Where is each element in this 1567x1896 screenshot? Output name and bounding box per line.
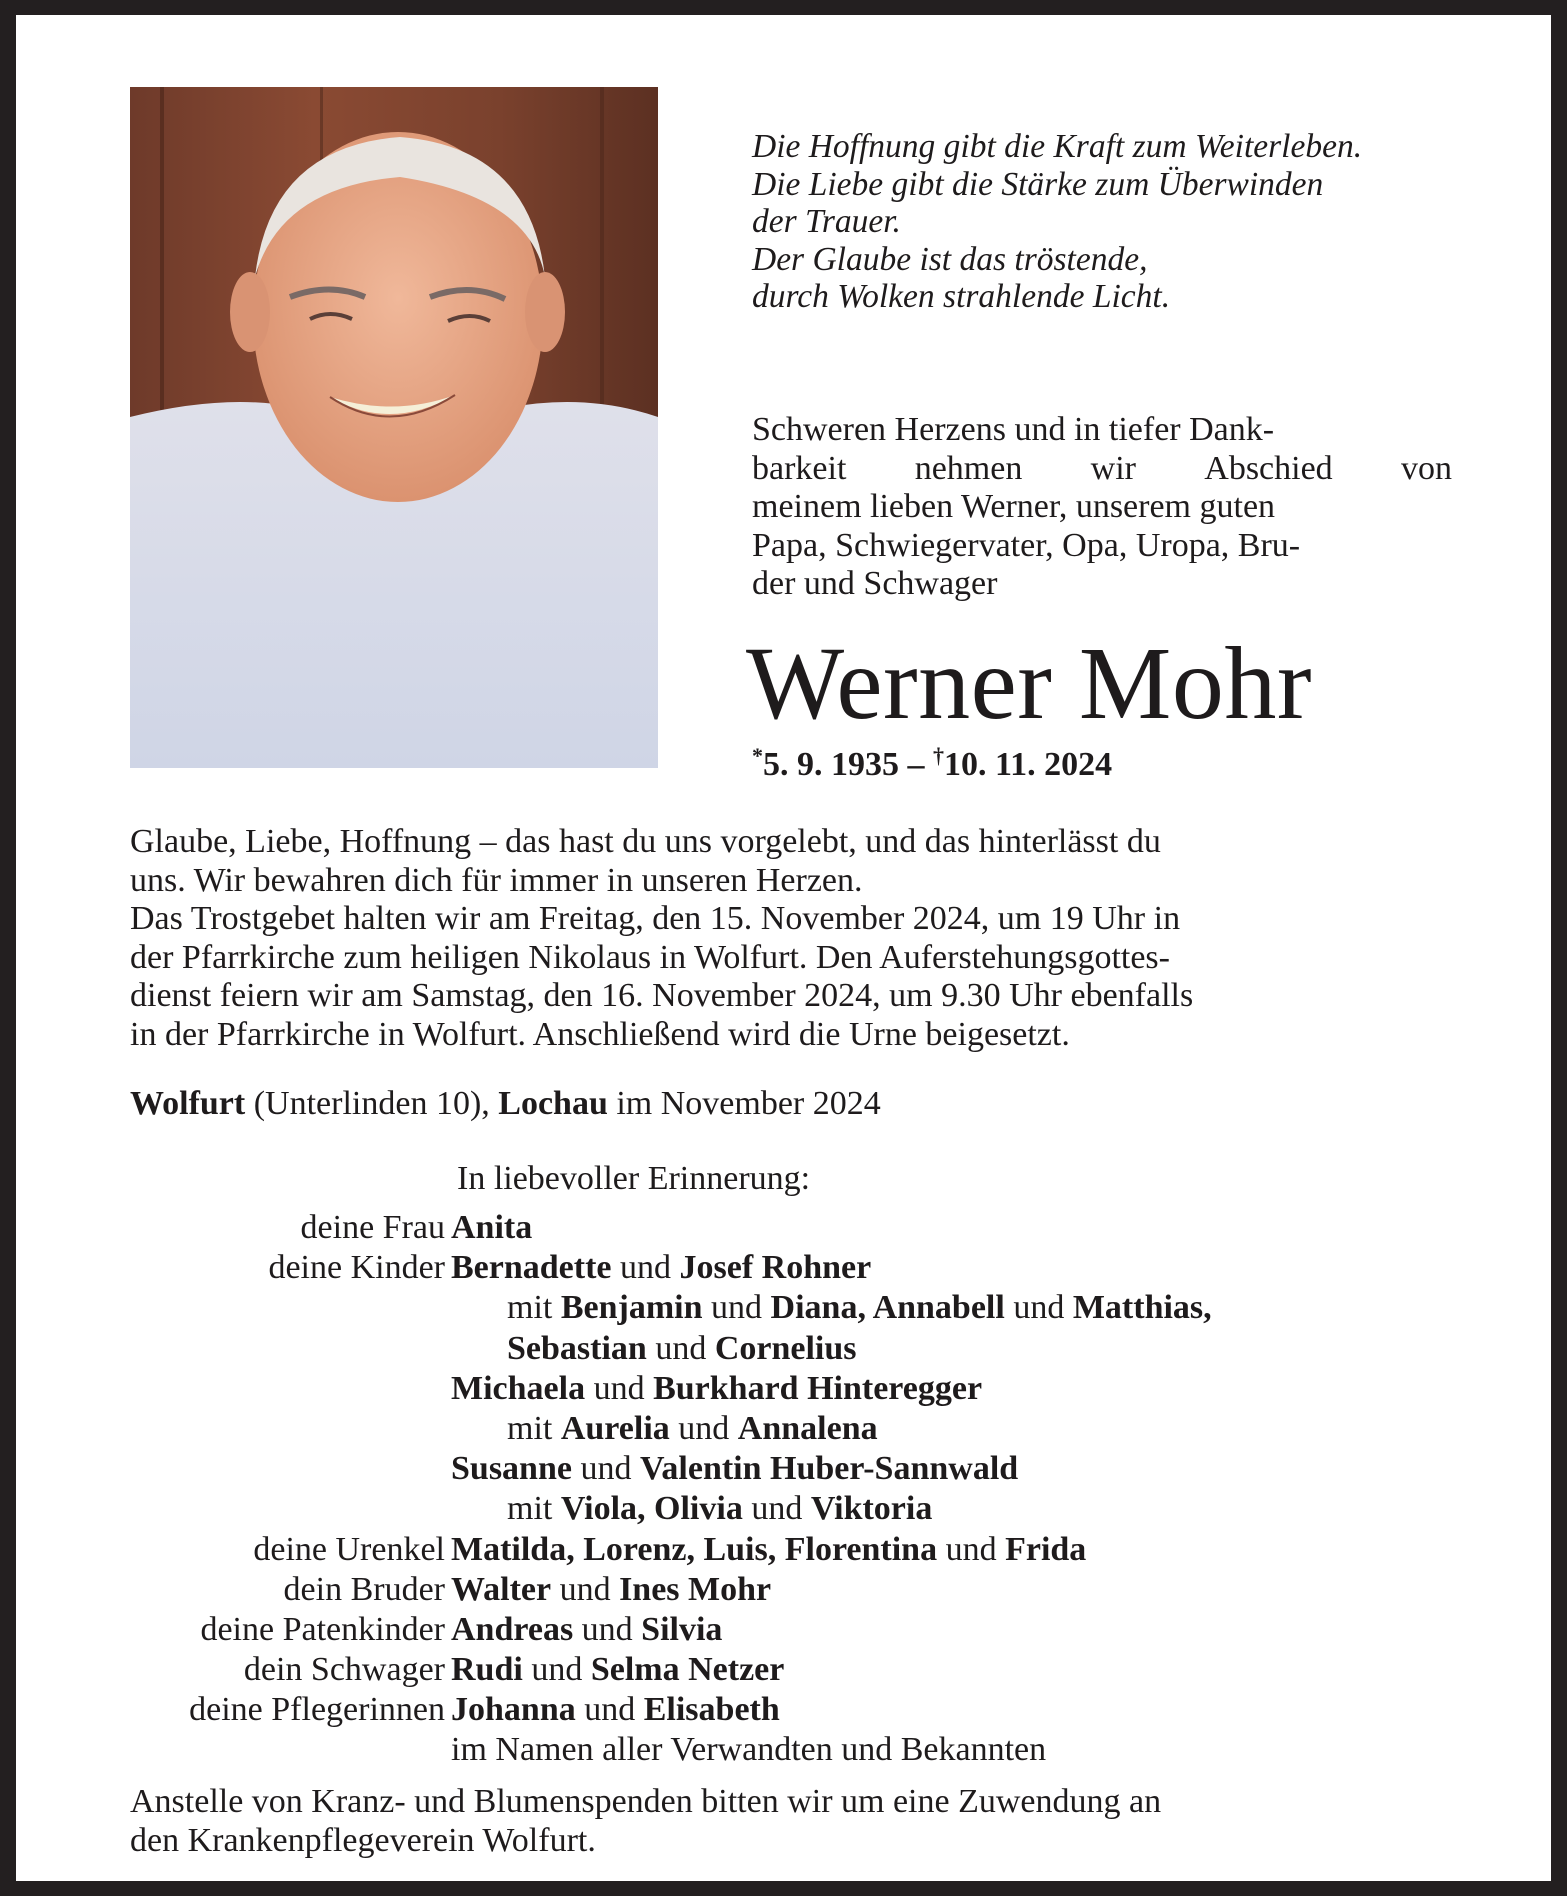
mourner-name: Matthias, bbox=[1072, 1289, 1212, 1327]
death-cross-icon: † bbox=[933, 743, 944, 768]
mourner-name: Anita bbox=[451, 1209, 533, 1246]
intro-line: meinem lieben Werner, unserem guten bbox=[752, 488, 1276, 526]
body-line: Das Trostgebet halten wir am Freitag, den 15. November 2024, um 19 Uhr in bbox=[130, 900, 1181, 938]
motto-line: Die Liebe gibt die Stärke zum Überwinden bbox=[752, 165, 1324, 203]
portrait-photo bbox=[130, 87, 658, 768]
life-dates bbox=[752, 743, 1112, 784]
intro-line: Schweren Herzens und in tiefer Dank- bbox=[752, 411, 1275, 448]
mourner-name: Johanna bbox=[451, 1691, 576, 1729]
conjunction: und bbox=[581, 1610, 633, 1648]
conjunction: und bbox=[580, 1450, 632, 1488]
deceased-name: Werner Mohr bbox=[746, 626, 1313, 741]
relation-label: deine Patenkinder bbox=[200, 1610, 445, 1648]
conjunction: und bbox=[1013, 1289, 1065, 1327]
mourner-name: Michaela bbox=[451, 1369, 586, 1407]
mourner-name: Burkhard Hinteregger bbox=[653, 1369, 983, 1407]
mourner-name: Silvia bbox=[641, 1610, 723, 1648]
mourner-name: Susanne bbox=[451, 1450, 572, 1488]
address: (Unterlinden 10), bbox=[245, 1085, 499, 1122]
death-date: 10. 11. 2024 bbox=[944, 746, 1113, 783]
mourner-name: Josef Rohner bbox=[679, 1249, 872, 1287]
relation-label: dein Bruder bbox=[283, 1570, 445, 1608]
intro-word: barkeit bbox=[752, 449, 847, 487]
conjunction: mit bbox=[507, 1409, 553, 1447]
conjunction: mit bbox=[507, 1490, 553, 1528]
mourner-row-children bbox=[16, 1449, 1551, 1489]
motto-line: durch Wolken strahlende Licht. bbox=[752, 278, 1171, 315]
body-line: der Pfarrkirche zum heiligen Nikolaus in Wolfurt. Den Auferstehungsgottes- bbox=[130, 938, 1170, 976]
birth-star-icon: * bbox=[752, 743, 763, 768]
month-year: im November 2024 bbox=[607, 1085, 881, 1122]
conjunction: und bbox=[751, 1490, 803, 1528]
mourner-row-grandchildren bbox=[16, 1409, 1551, 1449]
mourner-name: Diana, Annabell bbox=[770, 1289, 1005, 1327]
mourner-row-brother-in-law bbox=[16, 1650, 1551, 1690]
intro-word: von bbox=[1400, 449, 1452, 487]
town-wolfurt: Wolfurt bbox=[130, 1085, 246, 1122]
mourner-row-brother bbox=[16, 1570, 1551, 1610]
mourner-row-wife bbox=[16, 1208, 1551, 1248]
mourner-name: Sebastian bbox=[507, 1329, 647, 1367]
body-line: Glaube, Liebe, Hoffnung – das hast du uns vorgelebt, und das hinterlässt du bbox=[130, 823, 1161, 860]
intro-word: nehmen bbox=[914, 449, 1023, 487]
donation-note bbox=[130, 1783, 1161, 1860]
mourner-row-children bbox=[16, 1248, 1551, 1288]
conjunction: und bbox=[593, 1369, 645, 1407]
intro-word: Abschied bbox=[1204, 449, 1333, 487]
mourner-row-grandchildren bbox=[16, 1288, 1551, 1328]
mourner-name: Aurelia bbox=[560, 1409, 670, 1447]
town-lochau: Lochau bbox=[498, 1085, 608, 1122]
mourner-name: Viola, Olivia bbox=[560, 1490, 743, 1528]
motto-line: Die Hoffnung gibt die Kraft zum Weiterleben. bbox=[752, 128, 1363, 165]
intro-word: wir bbox=[1090, 449, 1136, 487]
conjunction: und bbox=[620, 1249, 672, 1287]
conjunction: und bbox=[531, 1651, 583, 1689]
body-line: dienst feiern wir am Samstag, den 16. November 2024, um 9.30 Uhr ebenfalls bbox=[130, 977, 1194, 1015]
mourner-row-children bbox=[16, 1369, 1551, 1409]
mourner-name: Cornelius bbox=[714, 1329, 857, 1367]
mourner-name: Annalena bbox=[737, 1409, 878, 1447]
mourner-name: Rudi bbox=[451, 1651, 523, 1689]
place-and-date bbox=[130, 1085, 881, 1123]
service-details bbox=[130, 823, 1470, 1055]
relation-label: deine Frau bbox=[300, 1209, 445, 1246]
conjunction: und bbox=[945, 1530, 997, 1568]
conjunction: mit bbox=[507, 1289, 553, 1327]
conjunction: und bbox=[711, 1289, 763, 1327]
relation-label: dein Schwager bbox=[243, 1651, 445, 1689]
mourner-row-caregivers bbox=[16, 1690, 1551, 1730]
relation-label: deine Pflegerinnen bbox=[189, 1691, 445, 1729]
mourner-name: Selma Netzer bbox=[590, 1651, 785, 1689]
motto-line: Der Glaube ist das tröstende, bbox=[752, 240, 1148, 278]
date-separator: – bbox=[899, 746, 933, 783]
conjunction: und bbox=[584, 1691, 636, 1729]
motto-line: der Trauer. bbox=[752, 203, 901, 240]
birth-date: 5. 9. 1935 bbox=[763, 746, 899, 783]
all-relatives: im Namen aller Verwandten und Bekannten bbox=[451, 1731, 1047, 1769]
body-line: in der Pfarrkirche in Wolfurt. Anschließend wird die Urne beigesetzt. bbox=[130, 1015, 1070, 1053]
mourner-name: Viktoria bbox=[810, 1490, 933, 1528]
relation-label: deine Urenkel bbox=[253, 1530, 445, 1568]
portrait-image bbox=[130, 87, 658, 768]
mourner-name: Ines Mohr bbox=[619, 1570, 772, 1608]
mourner-row-grandchildren bbox=[16, 1489, 1551, 1529]
mourner-name: Andreas bbox=[451, 1610, 574, 1648]
closing-line: Anstelle von Kranz- und Blumenspenden bitten wir um eine Zuwendung an bbox=[130, 1783, 1162, 1820]
mourner-name: Bernadette bbox=[451, 1249, 612, 1287]
mourner-name: Frida bbox=[1005, 1530, 1087, 1568]
mourner-name: Walter bbox=[451, 1570, 552, 1608]
relation-label: deine Kinder bbox=[268, 1249, 445, 1287]
mourner-name: Elisabeth bbox=[643, 1691, 780, 1729]
intro-line-justified bbox=[752, 450, 1452, 489]
closing-line: den Krankenpflegeverein Wolfurt. bbox=[130, 1821, 596, 1859]
mourner-row-grandchildren bbox=[16, 1329, 1551, 1369]
intro-line: der und Schwager bbox=[752, 565, 998, 603]
mourner-row-all bbox=[16, 1730, 1551, 1770]
mourner-name: Matilda, Lorenz, Luis, Florentina bbox=[451, 1530, 938, 1568]
mourner-row-great-grandchildren bbox=[16, 1530, 1551, 1570]
memory-header: In liebevoller Erinnerung: bbox=[457, 1160, 811, 1197]
conjunction: und bbox=[678, 1409, 730, 1447]
mourner-name: Valentin Huber-Sannwald bbox=[639, 1450, 1019, 1488]
mourner-name: Benjamin bbox=[560, 1289, 703, 1327]
obituary-card bbox=[16, 15, 1551, 1881]
intro-paragraph bbox=[752, 411, 1452, 604]
conjunction: und bbox=[559, 1570, 611, 1608]
mourners-list bbox=[16, 1208, 1551, 1771]
intro-line: Papa, Schwiegervater, Opa, Uropa, Bru- bbox=[752, 526, 1301, 564]
conjunction: und bbox=[655, 1329, 707, 1367]
body-line: uns. Wir bewahren dich für immer in unseren Herzen. bbox=[130, 861, 863, 899]
motto-verse bbox=[752, 128, 1532, 316]
mourner-row-godchildren bbox=[16, 1610, 1551, 1650]
